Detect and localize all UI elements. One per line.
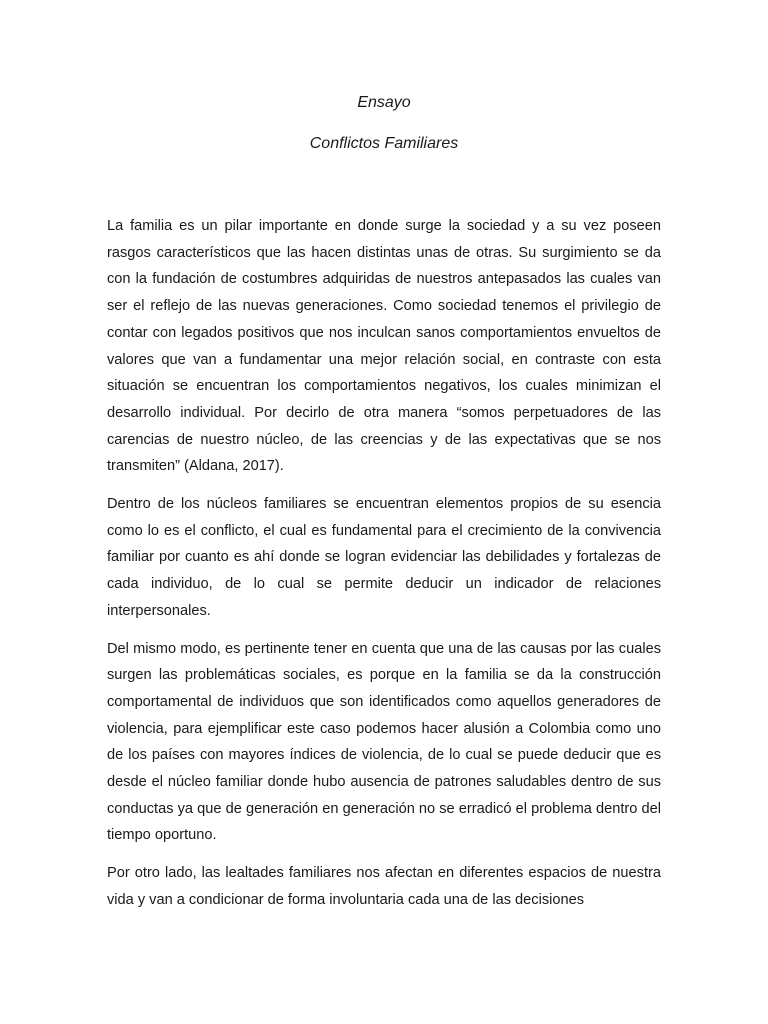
document-body — [107, 213, 661, 925]
paragraph-3: Del mismo modo, es pertinente tener en cuenta que una de las causas por las cuales surgen las problemáticas sociales, es porque en la familia se da la construcción comportamental de individuos que son identificados como aquellos generadores de violencia, para ejemplificar este caso podemos hacer alusión a Colombia como uno de los países con mayores índices de violencia, de lo cual se puede deducir que es desde el núcleo familiar donde hubo ausencia de patrones saludables dentro de sus conductas ya que de generación en generación no se erradicó el problema dentro del tiempo oportuno. — [107, 640, 661, 844]
document-title: Ensayo — [357, 94, 411, 111]
paragraph-1: La familia es un pilar importante en donde surge la sociedad y a su vez poseen rasgos característicos que las hacen distintas unas de otras. Su surgimiento se da con la fundación de costumbres adquiridas de nuestros antepasados las cuales van ser el reflejo de las nuevas generaciones. Como sociedad tenemos el privilegio de contar con legados positivos que nos inculcan sanos comportamientos envueltos de valores que van a fundamentar una mejor relación social, en contraste con esta situación se encuentran los comportamientos negativos, los cuales minimizan el desarrollo individual. Por decirlo de otra manera “somos perpetuadores de las carencias de nuestro núcleo, de las creencias y de las expectativas que se nos transmiten” (Aldana, 2017). — [107, 218, 661, 475]
document-subtitle: Conflictos Familiares — [309, 135, 459, 152]
paragraph-4: Por otro lado, las lealtades familiares nos afectan en diferentes espacios de nuestra vida y van a condicionar de forma involuntaria cada una de las decisiones — [107, 865, 661, 908]
paragraph-2: Dentro de los núcleos familiares se encuentran elementos propios de su esencia como lo es el conflicto, el cual es fundamental para el crecimiento de la convivencia familiar por cuanto es ahí donde se logran evidenciar las debilidades y fortalezas de cada individuo, de lo cual se permite deducir un indicador de relaciones interpersonales. — [107, 496, 661, 619]
